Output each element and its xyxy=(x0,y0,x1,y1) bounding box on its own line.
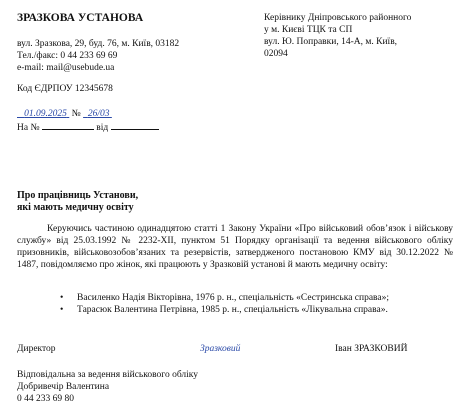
reply-mid: від xyxy=(96,123,109,133)
registration-outgoing xyxy=(17,108,159,120)
signature-handwritten: Зразковий xyxy=(200,344,241,354)
footer-line: Добривечір Валентина xyxy=(17,382,110,392)
footer-line: Відповідальна за ведення військового обліку xyxy=(17,370,199,380)
registration-number-sign: № xyxy=(71,109,81,119)
sender-email: e-mail: mail@usebude.ua xyxy=(17,63,115,73)
recipient-line: 02094 xyxy=(264,49,288,59)
list-item xyxy=(17,304,453,316)
list-item-text: Василенко Надія Вікторівна, 1976 р. н., спеціальність «Сестринська справа»; xyxy=(77,293,390,303)
responsible-person xyxy=(17,369,198,405)
footer-line: 0 44 233 69 80 xyxy=(17,394,74,404)
recipient-block xyxy=(264,12,454,60)
registration-number: 26/03 xyxy=(87,109,110,119)
registration-date: 01.09.2025 xyxy=(24,109,67,119)
sender-name: ЗРАЗКОВА УСТАНОВА xyxy=(17,12,144,24)
subject-line: які мають медичну освіту xyxy=(17,202,134,213)
bullet-icon: • xyxy=(60,293,64,303)
letter-subject xyxy=(17,190,138,214)
signature-person: Іван ЗРАЗКОВИЙ xyxy=(335,344,408,354)
reply-prefix: На № xyxy=(17,123,40,133)
reply-number-blank xyxy=(42,120,94,130)
employee-list xyxy=(17,292,453,316)
reply-date-blank xyxy=(111,120,159,130)
body-paragraph: Керуючись частиною одинадцятою статті 1 Закону України «Про військовий обов’язок і військову службу» від 25.03.1992 № 2232-XII, пунктом 51 Порядку організації та ведення військового обліку призовників, військовозобов’язаних та резервістів, затвердженого постановою КМУ від 30.12.2022 № 1487, повідомляємо про жінок, які працюють у Зразковій установі й мають медичну освіту: xyxy=(17,224,453,270)
list-item xyxy=(17,292,453,304)
recipient-line: Керівнику Дніпровського районного xyxy=(264,13,412,23)
sender-code: Код ЄДРПОУ 12345678 xyxy=(17,84,113,94)
registration-block xyxy=(17,108,159,134)
registration-reply xyxy=(17,120,159,134)
recipient-line: у м. Києві ТЦК та СП xyxy=(264,25,353,35)
signature-role: Директор xyxy=(17,344,56,354)
sender-contacts xyxy=(17,38,179,74)
bullet-icon: • xyxy=(60,305,64,315)
sender-phone: Тел./факс: 0 44 233 69 69 xyxy=(17,51,118,61)
sender-address: вул. Зразкова, 29, буд. 76, м. Київ, 03182 xyxy=(17,39,180,49)
list-item-text: Тарасюк Валентина Петрівна, 1985 р. н., спеціальність «Лікувальна справа». xyxy=(77,305,388,315)
subject-line: Про працівниць Установи, xyxy=(17,190,139,201)
recipient-line: вул. Ю. Поправки, 14-А, м. Київ, xyxy=(264,37,398,47)
